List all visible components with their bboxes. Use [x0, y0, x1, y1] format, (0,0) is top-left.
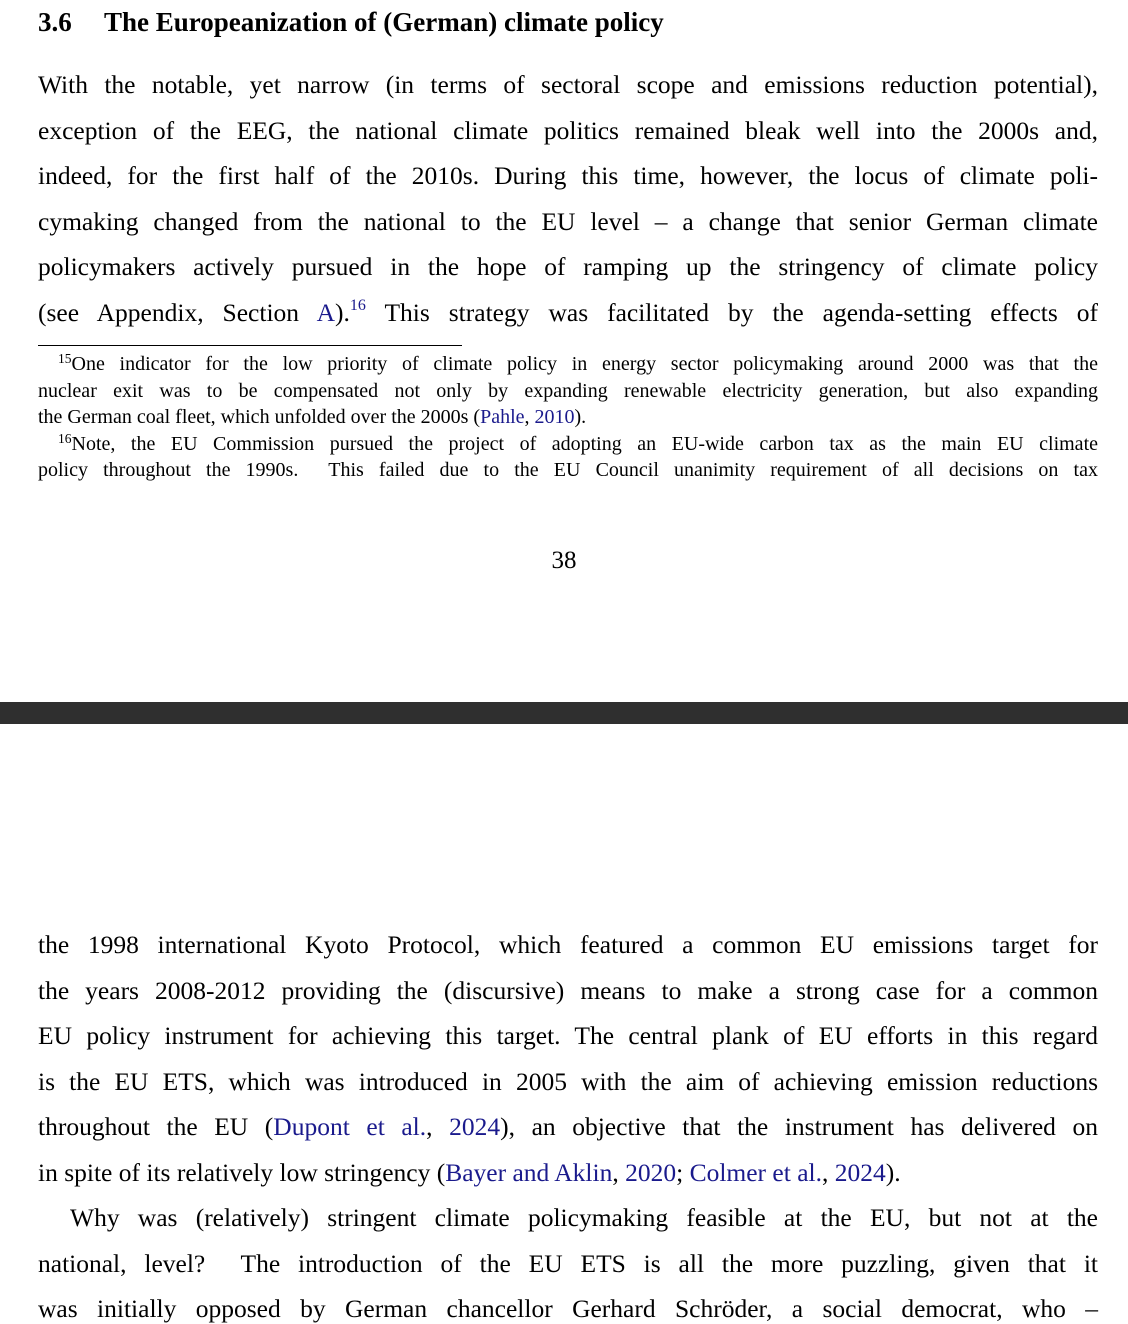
section-number: 3.6 — [38, 7, 72, 37]
footnote-line: nuclear exit was to be compensated not only by expanding renewable electricity generation, but also expanding — [38, 379, 1098, 402]
text-segment: ). — [574, 406, 587, 428]
body-paragraph-continued — [38, 922, 1098, 1196]
citation-dupont-year-link[interactable]: 2024 — [449, 1112, 501, 1142]
text-line: cymaking changed from the national to the EU level – a change that senior German climate — [38, 206, 1098, 236]
text-line: Why was (relatively) stringent climate policymaking feasible at the EU, but not at the — [70, 1203, 1098, 1232]
footnote-line: policy throughout the 1990s. This failed due to the EU Council unanimity requirement of all decisions on tax — [38, 459, 1098, 481]
text-line: the 1998 international Kyoto Protocol, which featured a common EU emissions target for — [38, 930, 1098, 959]
document-page-39 — [0, 724, 1128, 1324]
footnote-line — [38, 351, 1098, 378]
footnote-15 — [38, 351, 1098, 431]
footnote-ref-16-link[interactable]: 16 — [349, 296, 366, 314]
text-segment: , — [426, 1112, 450, 1142]
text-segment: ). — [335, 297, 350, 327]
footnote-mark: 16 — [58, 430, 72, 446]
text-line: indeed, for the first half of the 2010s. During this time, however, the locus of climate poli- — [38, 161, 1098, 191]
text-segment: This strategy was facilitated by the agenda-setting effects of — [365, 297, 1099, 327]
section-title: The Europeanization of (German) climate policy — [104, 7, 664, 37]
citation-bayer-year-link[interactable]: 2020 — [625, 1157, 677, 1187]
text-segment: (see Appendix, Section — [38, 297, 317, 327]
citation-dupont-author-link[interactable]: Dupont et al. — [273, 1112, 427, 1142]
text-line: With the notable, yet narrow (in terms of sectoral scope and emissions reduction potential), — [38, 70, 1098, 99]
footnote-divider — [38, 345, 462, 346]
text-segment: , — [821, 1157, 835, 1187]
text-line: the years 2008-2012 providing the (discursive) means to make a strong case for a common — [38, 975, 1098, 1005]
text-line — [38, 1150, 1098, 1196]
text-segment: ), an objective that the instrument has delivered on — [500, 1112, 1098, 1142]
footnote-line — [38, 431, 1098, 458]
text-segment: ; — [676, 1157, 690, 1187]
footnote-mark: 15 — [58, 351, 72, 366]
footnote-line — [38, 404, 1098, 431]
text-segment: Note, the EU Commission pursued the project of adopting an EU-wide carbon tax as the main EU climate — [71, 432, 1098, 455]
appendix-section-link[interactable]: A — [316, 297, 336, 327]
citation-colmer-author-link[interactable]: Colmer et al. — [689, 1157, 822, 1187]
text-segment: in spite of its relatively low stringency ( — [38, 1157, 446, 1187]
citation-pahle-year-link[interactable]: 2010 — [534, 406, 575, 428]
citation-bayer-author-link[interactable]: Bayer and Aklin — [445, 1157, 613, 1187]
text-line: exception of the EEG, the national climate politics remained bleak well into the 2000s and, — [38, 115, 1098, 145]
text-line: national, level? The introduction of the EU ETS is all the more puzzling, given that it — [38, 1248, 1098, 1278]
text-segment: ). — [885, 1157, 901, 1187]
text-line: EU policy instrument for achieving this target. The central plank of EU efforts in this regard — [38, 1021, 1098, 1051]
text-segment: the German coal fleet, which unfolded over the 2000s ( — [38, 406, 481, 428]
text-line: is the EU ETS, which was introduced in 2005 with the aim of achieving emission reductions — [38, 1066, 1098, 1096]
citation-pahle-author-link[interactable]: Pahle — [480, 406, 525, 428]
text-segment: , — [524, 406, 535, 428]
text-segment: throughout the EU ( — [38, 1112, 274, 1142]
text-segment: , — [612, 1157, 626, 1187]
footnote-16 — [38, 431, 1098, 484]
text-line — [38, 1104, 1098, 1150]
text-line: policymakers actively pursued in the hope of ramping up the stringency of climate policy — [38, 252, 1098, 282]
citation-colmer-year-link[interactable]: 2024 — [834, 1157, 886, 1187]
text-segment: One indicator for the low priority of climate policy in energy sector policymaking around 2000 was that the — [71, 353, 1098, 375]
text-line — [38, 290, 1098, 336]
body-paragraph-2 — [38, 1195, 1098, 1324]
page-separator — [0, 702, 1128, 724]
text-line: was initially opposed by German chancellor Gerhard Schröder, a social democrat, who – — [38, 1294, 1098, 1324]
body-paragraph-1 — [38, 62, 1098, 336]
section-heading — [38, 2, 664, 42]
page-number: 38 — [551, 547, 577, 574]
footnotes — [38, 351, 1098, 484]
